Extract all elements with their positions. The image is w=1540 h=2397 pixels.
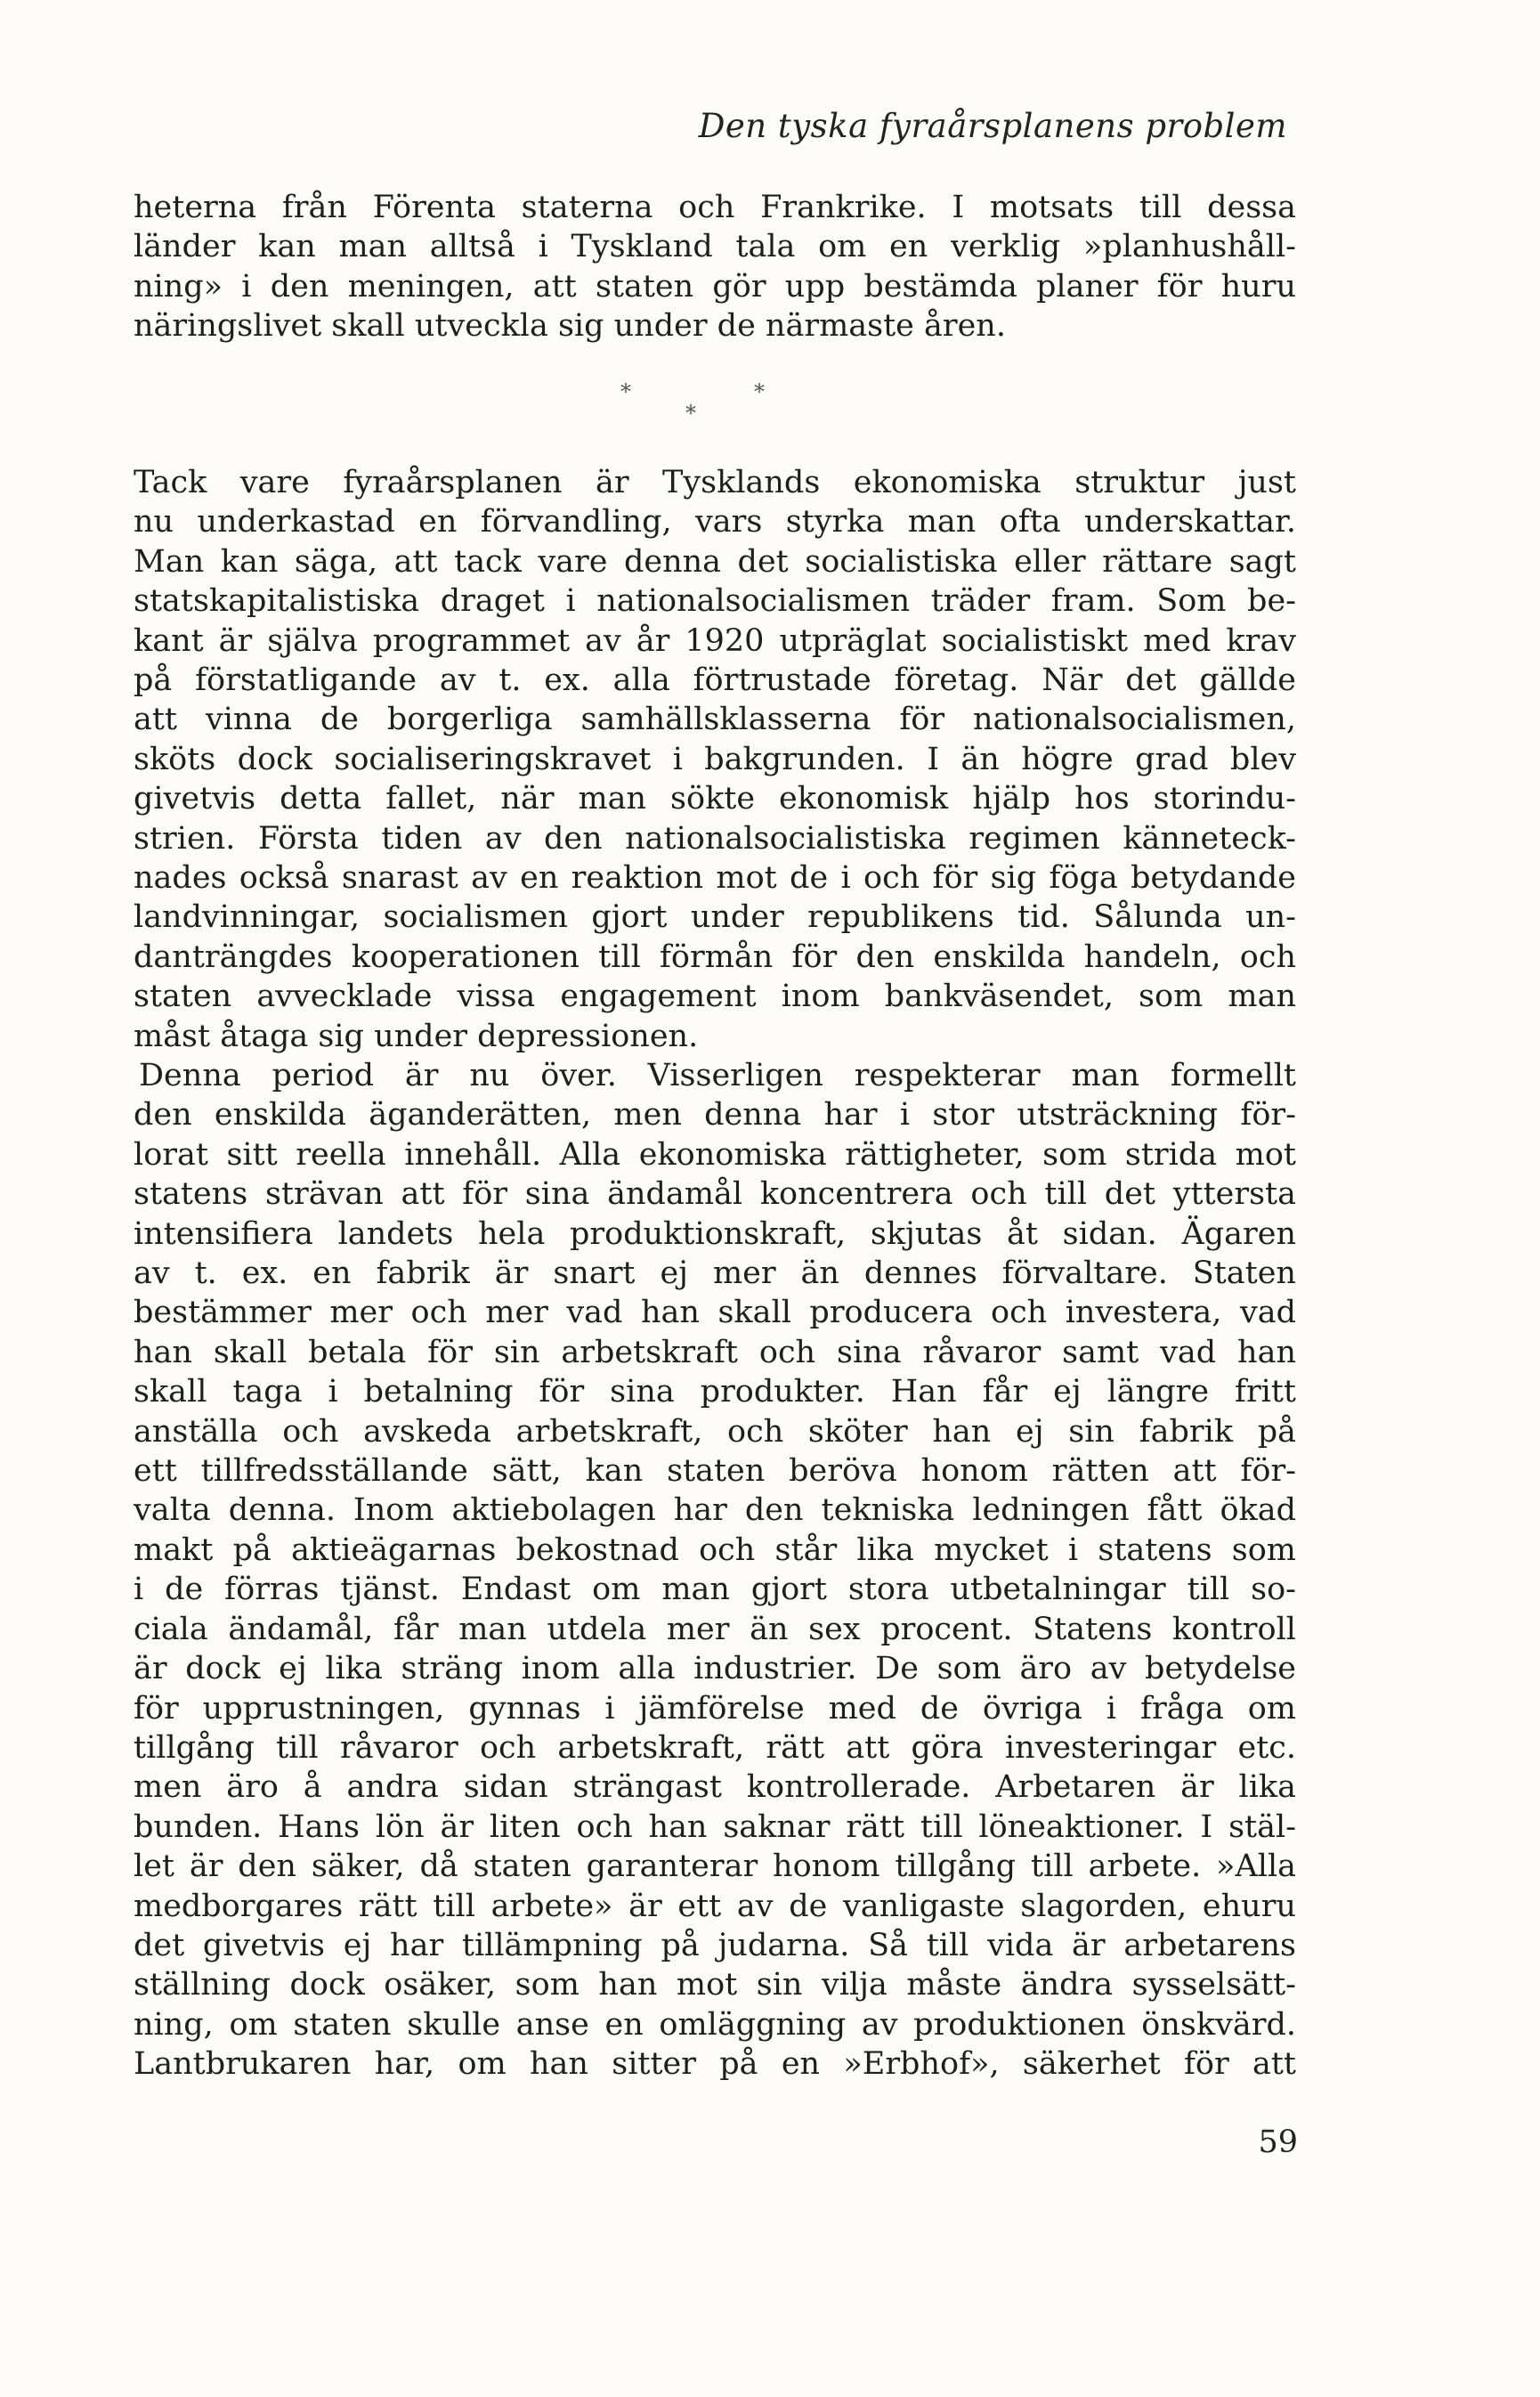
text-line: danträngdes kooperationen till förmån för den enskilda handeln, och	[134, 938, 1296, 975]
text-line: det givetvis ej har tillämpning på judarna. Så till vida är arbetarens	[134, 1927, 1296, 1963]
text-line: Denna period är nu över. Visserligen respekterar man formellt	[139, 1058, 1296, 1093]
paragraph-continuation	[134, 188, 1296, 346]
asterism-star: *	[754, 379, 765, 404]
text-line: staten avvecklade vissa engagement inom bankväsendet, som man	[134, 979, 1296, 1015]
text-line: givetvis detta fallet, när man sökte ekonomisk hjälp hos storindu-	[134, 781, 1296, 817]
paragraph	[134, 463, 1296, 1056]
text-line: ett tillfredsställande sätt, kan staten beröva honom rätten att för-	[134, 1453, 1296, 1490]
text-line: valta denna. Inom aktiebolagen har den tekniska ledningen fått ökad	[134, 1492, 1296, 1529]
text-line: landvinningar, socialismen gjort under republikens tid. Sålunda un-	[134, 899, 1296, 936]
text-line: näringslivet skall utveckla sig under de närmaste åren.	[134, 308, 1006, 345]
text-line: av t. ex. en fabrik är snart ej mer än dennes förvaltare. Staten	[134, 1255, 1296, 1292]
text-line: anställa och avskeda arbetskraft, och sköter han ej sin fabrik på	[134, 1413, 1296, 1450]
text-line: men äro å andra sidan strängast kontrollerade. Arbetaren är lika	[134, 1769, 1296, 1806]
text-line: statens strävan att för sina ändamål koncentrera och till det yttersta	[134, 1176, 1296, 1213]
text-line: ställning dock osäker, som han mot sin vilja måste ändra sysselsätt-	[134, 1967, 1296, 2003]
text-line: heterna från Förenta staterna och Frankrike. I motsats till dessa	[134, 190, 1296, 225]
text-line: nu underkastad en förvandling, vars styrka man ofta underskattar.	[134, 504, 1296, 540]
asterism-star: *	[685, 401, 696, 426]
page-number: 59	[1258, 2125, 1298, 2160]
text-line: intensifiera landets hela produktionskraft, skjutas åt sidan. Ägaren	[134, 1215, 1296, 1252]
text-line: länder kan man alltså i Tyskland tala om en verklig »planhushåll-	[134, 229, 1296, 265]
text-line: nades också snarast av en reaktion mot de i och för sig föga betydande	[134, 860, 1296, 897]
text-line: den enskilda äganderätten, men denna har i stor utsträckning för-	[134, 1097, 1296, 1133]
text-line: Lantbrukaren har, om han sitter på en »Erbhof», säkerhet för att	[134, 2046, 1296, 2083]
text-line: han skall betala för sin arbetskraft och sina råvaror samt vad han	[134, 1334, 1296, 1370]
text-line: medborgares rätt till arbete» är ett av de vanligaste slagorden, ehuru	[134, 1888, 1296, 1924]
text-line: statskapitalistiska draget i nationalsocialismen träder fram. Som be-	[134, 583, 1296, 620]
paragraph	[134, 1056, 1296, 2084]
text-line: för upprustningen, gynnas i jämförelse med de övriga i fråga om	[134, 1690, 1296, 1727]
text-line: bunden. Hans lön är liten och han saknar rätt till löneaktioner. I stäl-	[134, 1808, 1296, 1845]
text-line: Man kan säga, att tack vare denna det socialistiska eller rättare sagt	[134, 543, 1296, 580]
asterism-star: *	[620, 379, 631, 404]
text-line: strien. Första tiden av den nationalsocialistiska regimen känneteck-	[134, 820, 1296, 857]
text-line: på förstatligande av t. ex. alla förtrustade företag. När det gällde	[134, 662, 1296, 699]
text-line: bestämmer mer och mer vad han skall producera och investera, vad	[134, 1295, 1296, 1331]
text-line: Tack vare fyraårsplanen är Tysklands ekonomiska struktur just	[134, 465, 1296, 500]
text-line: ning, om staten skulle anse en omläggning av produktionen önskvärd.	[134, 2006, 1296, 2043]
text-line: makt på aktieägarnas bekostnad och står lika mycket i statens som	[134, 1532, 1296, 1568]
text-line: är dock ej lika sträng inom alla industrier. De som äro av betydelse	[134, 1651, 1296, 1687]
text-line: i de förras tjänst. Endast om man gjort stora utbetalningar till so-	[134, 1572, 1296, 1608]
running-header: Den tyska fyraårsplanens problem	[698, 107, 1287, 145]
text-line: lorat sitt reella innehåll. Alla ekonomiska rättigheter, som strida mot	[134, 1136, 1296, 1173]
text-line: kant är själva programmet av år 1920 utpräglat socialistiskt med krav	[134, 622, 1296, 659]
text-line: måst åtaga sig under depressionen.	[134, 1018, 699, 1054]
text-line: ning» i den meningen, att staten gör upp bestämda planer för huru	[134, 268, 1296, 305]
text-line: skall taga i betalning för sina produkter. Han får ej längre fritt	[134, 1374, 1296, 1410]
text-line: ciala ändamål, får man utdela mer än sex procent. Statens kontroll	[134, 1611, 1296, 1647]
text-line: sköts dock socialiseringskravet i bakgrunden. I än högre grad blev	[134, 741, 1296, 777]
text-line: tillgång till råvaror och arbetskraft, rätt att göra investeringar etc.	[134, 1729, 1296, 1766]
text-line: let är den säker, då staten garanterar honom tillgång till arbete. »Alla	[134, 1849, 1296, 1885]
text-line: att vinna de borgerliga samhällsklasserna för nationalsocialismen,	[134, 702, 1296, 738]
